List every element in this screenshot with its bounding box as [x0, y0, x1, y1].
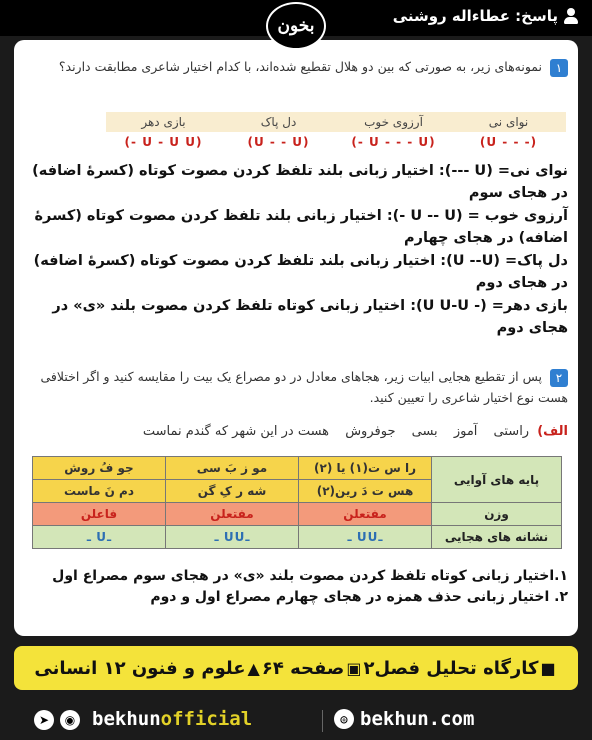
grid-cell: ـUU ـ: [299, 526, 432, 549]
handle-main: bekhun: [92, 708, 161, 730]
grid-head-marks: نشانه های هجایی: [432, 526, 562, 549]
book-icon: ▣: [346, 658, 362, 678]
footer: [0, 700, 592, 740]
grid-cell: ـUU ـ: [166, 526, 299, 549]
scansion-grid: [32, 456, 562, 549]
banner-page: صفحه ۶۴: [261, 657, 345, 679]
grid-cell: را س ت(۱) یا (۲): [299, 457, 432, 480]
poem-word: بسی: [411, 424, 438, 439]
answer-line: بازی دهر= (- U U-U): اختیار زبانی کوتاه تلفظ کردن مصوت بلند «ی» در هجای دوم: [52, 297, 568, 337]
grid-cell: مو ز بَ سی: [166, 457, 299, 480]
meter-examples-table: [106, 112, 566, 152]
question-1-answers: [28, 160, 568, 340]
poem-label: الف): [537, 424, 568, 439]
grid-cell: ـU ـ: [33, 526, 166, 549]
footer-divider: [322, 710, 323, 732]
example-name: آرزوی خوب: [336, 112, 451, 132]
question-2-answers: [28, 566, 568, 608]
poem-line: [28, 424, 568, 439]
instagram-icon[interactable]: ◉: [60, 710, 80, 730]
example-pattern: (U - - U): [247, 135, 310, 149]
example-name: بازی دهر: [106, 112, 221, 132]
example-name: دل پاک: [221, 112, 336, 132]
poem-word: هست در این شهر که گندم نماست: [142, 424, 330, 439]
poem-word: جوفروش: [345, 424, 396, 439]
social-handle[interactable]: [92, 708, 252, 730]
banner-text: کارگاه تحلیل فصل۲: [363, 657, 539, 679]
example-pattern: (- - - U): [479, 135, 538, 149]
website-link[interactable]: [334, 708, 474, 730]
answer-line: آرزوی خوب = (U -- U -): اختیار زبانی بلند تلفظ کردن مصوت کوتاه (کسرهٔ اضافه) در هجای چهارم: [34, 207, 568, 247]
handle-accent: official: [160, 708, 253, 730]
banner-book: علوم و فنون ۱۲ انسانی: [34, 657, 246, 679]
brand-logo: بخون: [266, 2, 326, 50]
answer-line: نوای نی= (U ---): اختیار زبانی بلند تلفظ کردن مصوت کوتاه (کسرهٔ اضافه) در هجای سوم: [32, 163, 568, 202]
answer-line: ۱.اختیار زبانی کوتاه تلفظ کردن مصوت بلند «ی» در هجای سوم مصراع اول: [52, 568, 568, 584]
answer-line: دل پاک= (U --U): اختیار زبانی بلند تلفظ کردن مصوت کوتاه (کسرهٔ اضافه) در هجای دوم: [33, 252, 568, 292]
answer-credit: [393, 7, 578, 25]
question-2-text: پس از تقطیع هجایی ابیات زیر، هجاهای معادل در دو مصراع یک بیت را مقایسه کنید و اگر اختلافی هست نوع اختیار شاعری را تعیین کنید.: [40, 369, 568, 406]
answer-label: پاسخ: عطاءاله روشنی: [392, 7, 558, 25]
question-2: [28, 366, 568, 409]
example-name: نوای نی: [451, 112, 566, 132]
grid-cell: هس ت دَ رین(۲): [299, 480, 432, 503]
answer-line: ۲. اختیار زبانی حذف همزه در هجای چهارم مصراع اول و دوم: [150, 589, 568, 605]
graduation-cap-icon: ▲: [247, 658, 260, 678]
globe-icon: ◎: [334, 709, 354, 729]
grid-head-base: پایه های آوایی: [432, 457, 562, 503]
teacher-icon: ■: [540, 658, 556, 678]
question-1-number: ۱: [550, 59, 568, 77]
grid-cell: مفتعلن: [166, 503, 299, 526]
grid-cell: جو فُ روش: [33, 457, 166, 480]
example-pattern: (U - U U -): [124, 135, 203, 149]
grid-cell: دم نَ ماست: [33, 480, 166, 503]
chapter-banner: [14, 646, 578, 690]
question-2-number: ۲: [550, 369, 568, 387]
grid-cell: فاعلن: [33, 503, 166, 526]
grid-cell: شه ر کِ گن: [166, 480, 299, 503]
example-pattern: (U - - - U -): [351, 135, 436, 149]
grid-head-vazn: وزن: [432, 503, 562, 526]
question-1: [24, 56, 568, 77]
user-icon: [564, 8, 578, 24]
content-card: [14, 40, 578, 636]
grid-cell: مفتعلن: [299, 503, 432, 526]
website-text: bekhun.com: [360, 708, 475, 730]
poem-word: راستی: [493, 424, 530, 439]
poem-word: آموز: [453, 424, 478, 439]
telegram-icon[interactable]: ➤: [34, 710, 54, 730]
question-1-text: نمونه‌های زیر، به صورتی که بین دو هلال تقطیع شده‌اند، با کدام اختیار شاعری مطابقت دارند؟: [58, 59, 543, 74]
